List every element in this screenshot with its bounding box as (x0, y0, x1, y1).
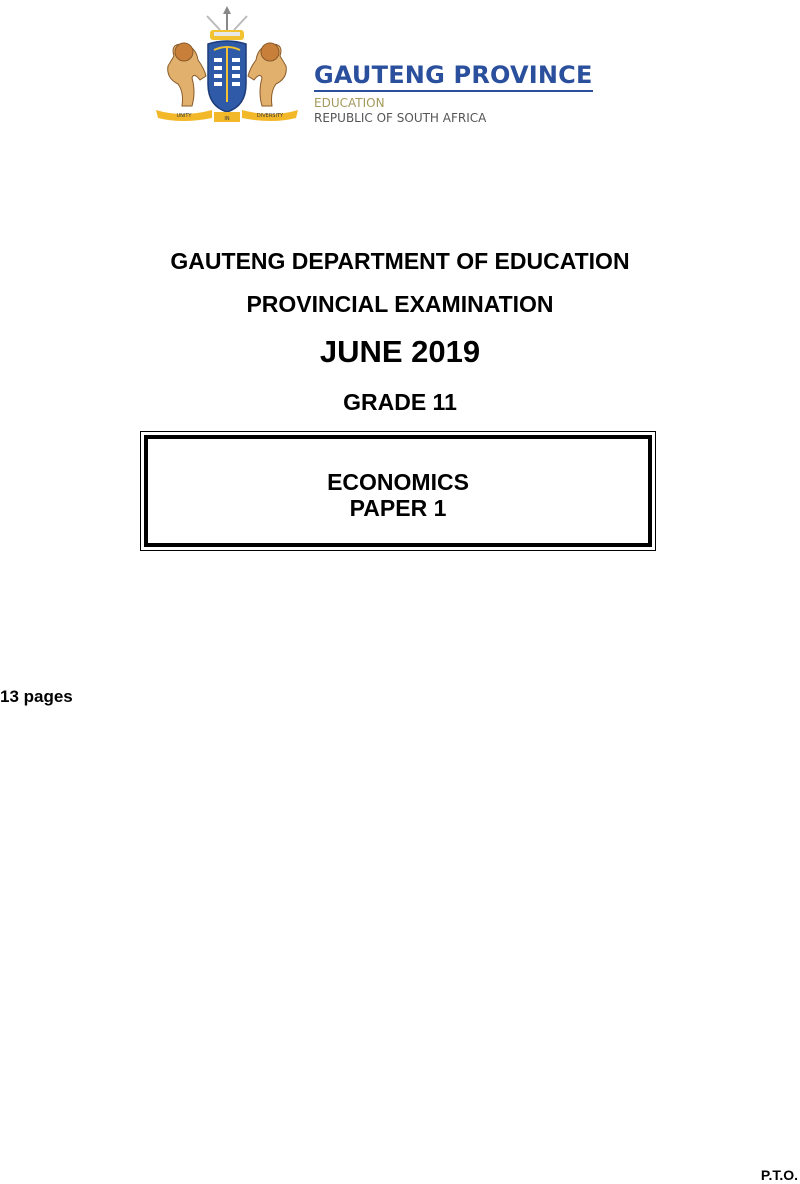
grade-heading: GRADE 11 (343, 389, 457, 415)
department-heading: GAUTENG DEPARTMENT OF EDUCATION (170, 248, 630, 274)
pto-label: P.T.O. (760, 1167, 798, 1183)
subject-box (140, 431, 656, 551)
subject-title: ECONOMICS (327, 469, 469, 495)
department-label: EDUCATION (314, 96, 385, 110)
page-count: 13 pages (0, 687, 73, 706)
brand-text (314, 62, 593, 126)
subject-box-inner (144, 435, 652, 547)
exam-type-heading: PROVINCIAL EXAMINATION (246, 291, 554, 317)
session-heading: JUNE 2019 (319, 334, 481, 369)
coat-of-arms-icon (152, 6, 302, 126)
svg-text:DIVERSITY: DIVERSITY (256, 113, 284, 119)
paper-title: PAPER 1 (349, 495, 447, 521)
province-name: GAUTENG PROVINCE (314, 62, 593, 92)
country-label: REPUBLIC OF SOUTH AFRICA (314, 111, 487, 125)
svg-text:UNITY: UNITY (176, 113, 192, 119)
svg-text:IN: IN (224, 116, 230, 122)
gauteng-logo (152, 6, 593, 126)
